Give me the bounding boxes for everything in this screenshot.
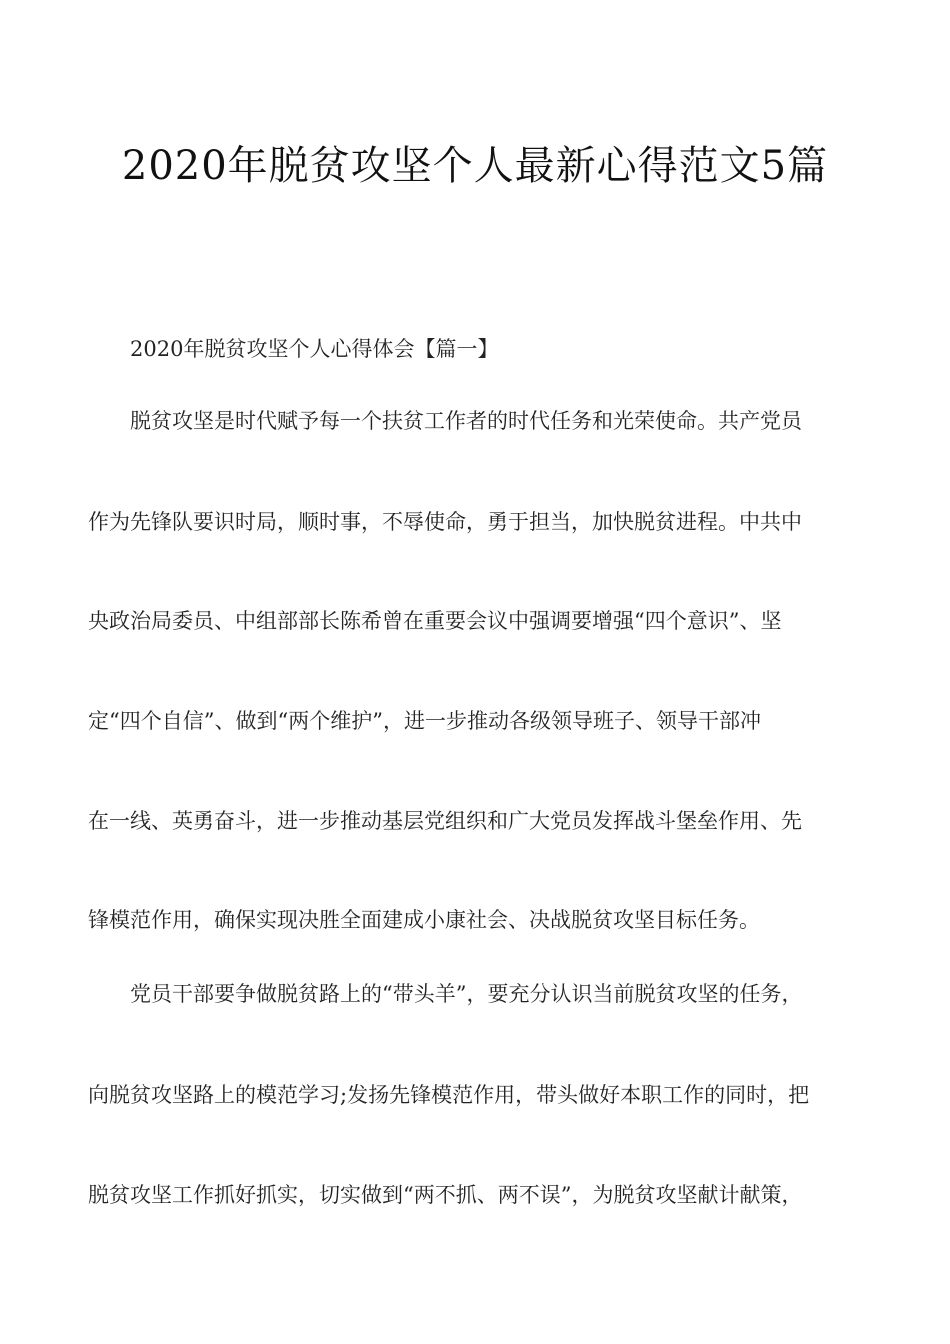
paragraph-2-line-3: 脱贫攻坚工作抓好抓实，切实做到“两不抓、两不误”，为脱贫攻坚献计献策，: [88, 1183, 803, 1207]
section-heading: 2020年脱贫攻坚个人心得体会【篇一】: [130, 337, 499, 361]
paragraph-1-line-2: 作为先锋队要识时局，顺时事，不辱使命，勇于担当，加快脱贫进程。中共中: [88, 510, 802, 534]
paragraph-1-line-6: 锋模范作用，确保实现决胜全面建成小康社会、决战脱贫攻坚目标任务。: [88, 908, 760, 932]
paragraph-2-line-2: 向脱贫攻坚路上的模范学习;发扬先锋模范作用，带头做好本职工作的同时，把: [88, 1083, 810, 1107]
paragraph-1-line-3: 央政治局委员、中组部部长陈希曾在重要会议中强调要增强“四个意识”、坚: [88, 609, 782, 633]
paragraph-1-line-1: 脱贫攻坚是时代赋予每一个扶贫工作者的时代任务和光荣使命。共产党员: [130, 409, 802, 433]
paragraph-1-line-4: 定“四个自信”、做到“两个维护”，进一步推动各级领导班子、领导干部冲: [88, 709, 761, 733]
document-title: 2020年脱贫攻坚个人最新心得范文5篇: [121, 143, 829, 189]
paragraph-2-line-1: 党员干部要争做脱贫路上的“带头羊”，要充分认识当前脱贫攻坚的任务，: [130, 982, 803, 1006]
paragraph-1-line-5: 在一线、英勇奋斗，进一步推动基层党组织和广大党员发挥战斗堡垒作用、先: [88, 809, 802, 833]
